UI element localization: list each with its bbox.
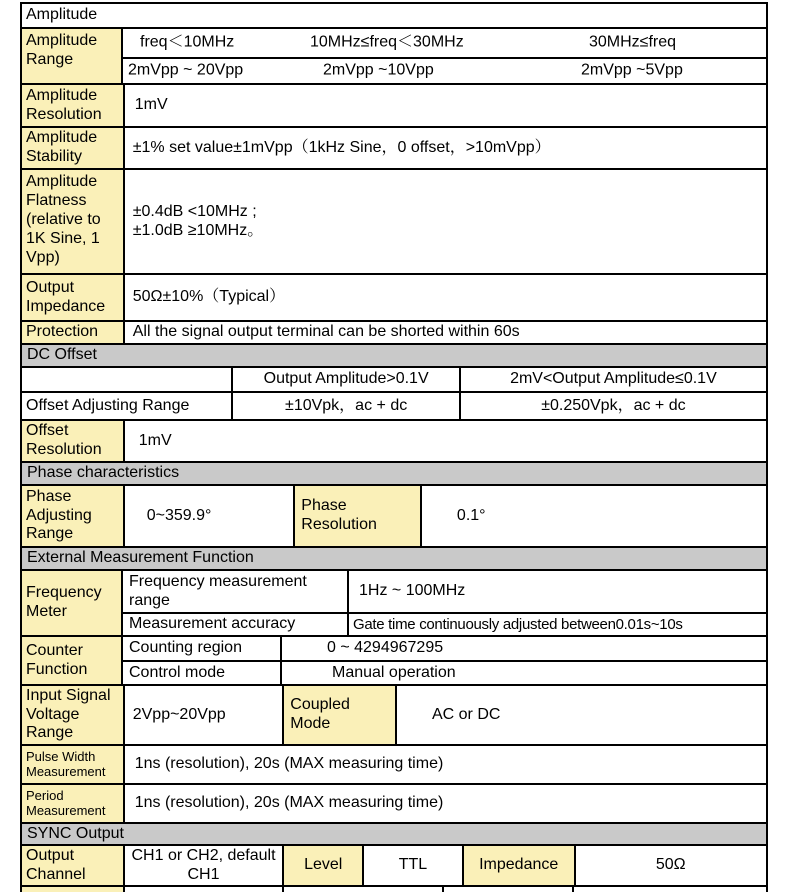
specification-table xyxy=(20,2,768,892)
phase-row xyxy=(22,486,768,548)
level-value: TTL xyxy=(364,846,464,887)
sync-impedance-label: Impedance xyxy=(464,846,576,887)
amplitude-stability-row xyxy=(22,128,768,170)
offset-adjusting-range-value-2: ±0.250Vpk，ac + dc xyxy=(461,393,768,421)
amplitude-flatness-value xyxy=(125,170,768,275)
phase-resolution-label: Phase Resolution xyxy=(295,486,422,548)
phase-resolution-value: 0.1° xyxy=(422,486,768,548)
output-impedance-label: Output Impedance xyxy=(22,275,125,322)
period-row xyxy=(22,785,768,824)
input-signal-row xyxy=(22,686,768,746)
counting-region-value: 0 ~ 4294967295 xyxy=(282,637,768,662)
offset-resolution-value: 1mV xyxy=(125,421,768,463)
section-title-sync: SYNC Output xyxy=(22,824,768,846)
flatness-line-2: ±1.0dB ≥10MHz。 xyxy=(132,221,264,239)
range-value-3: 2mVpp ~5Vpp xyxy=(581,61,683,79)
section-title-dc-offset: DC Offset xyxy=(22,345,768,368)
input-signal-value: 2Vpp~20Vpp xyxy=(125,686,285,746)
period-label: Period Measurement xyxy=(22,785,125,824)
amplitude-flatness-row xyxy=(22,170,768,275)
section-row-external xyxy=(22,548,768,571)
dc-offset-col-header-2: 2mV<Output Amplitude≤0.1V xyxy=(461,368,768,393)
freq-condition-3: 30MHz≤freq xyxy=(589,33,677,51)
amplitude-range-label: Amplitude Range xyxy=(22,29,123,85)
amplitude-stability-value: ±1% set value±1mVpp（1kHz Sine，0 offset，>10mVpp） xyxy=(125,128,768,170)
control-mode-value: Manual operation xyxy=(282,662,768,686)
counting-region-name: Counting region xyxy=(123,637,282,662)
offset-adjusting-range-value-1: ±10Vpk，ac + dc xyxy=(233,393,460,421)
frequency-measurement-range-value: 1Hz ~ 100MHz xyxy=(349,571,768,614)
flatness-line-1: ±0.4dB <10MHz ; xyxy=(132,202,257,220)
section-title-amplitude: Amplitude xyxy=(22,4,768,29)
amplitude-range-row xyxy=(22,29,768,85)
frequency-measurement-range-name: Frequency measurement range xyxy=(123,571,349,614)
output-channel-value: CH1 or CH2, default CH1 xyxy=(125,846,285,887)
measurement-accuracy-name: Measurement accuracy xyxy=(123,614,349,637)
freq-condition-2: 10MHz≤freq＜30MHz xyxy=(310,33,464,51)
counter-function-label: Counter Function xyxy=(22,637,123,686)
output-impedance-value: 50Ω±10%（Typical） xyxy=(125,275,768,322)
section-row-sync xyxy=(22,824,768,846)
dc-offset-col-header-1: Output Amplitude>0.1V xyxy=(233,368,460,393)
range-value-2: 2mVpp ~10Vpp xyxy=(323,61,434,79)
coupled-mode-label: Coupled Mode xyxy=(284,686,397,746)
section-row-dc-offset xyxy=(22,345,768,368)
counter-function-rows xyxy=(22,637,768,686)
freq-condition-1: freq＜10MHz xyxy=(140,33,235,51)
amplitude-resolution-value: 1mV xyxy=(125,85,768,128)
amplitude-resolution-label: Amplitude Resolution xyxy=(22,85,125,128)
pulse-width-value: 1ns (resolution), 20s (MAX measuring time) xyxy=(125,746,768,785)
offset-resolution-label: Offset Resolution xyxy=(22,421,125,463)
input-signal-label: Input Signal Voltage Range xyxy=(22,686,125,746)
frequency-meter-label: Frequency Meter xyxy=(22,571,123,637)
section-title-external: External Measurement Function xyxy=(22,548,768,571)
dc-offset-empty-cell xyxy=(22,368,233,393)
section-title-phase: Phase characteristics xyxy=(22,463,768,486)
pulse-width-row xyxy=(22,746,768,785)
section-row-phase xyxy=(22,463,768,486)
offset-resolution-row xyxy=(22,421,768,463)
coupled-mode-value: AC or DC xyxy=(397,686,768,746)
protection-row xyxy=(22,322,768,345)
dc-offset-header-row xyxy=(22,368,768,393)
amplitude-flatness-label: Amplitude Flatness (relative to 1K Sine, 1 Vpp) xyxy=(22,170,125,275)
range-value-1: 2mVpp ~ 20Vpp xyxy=(128,61,244,79)
level-label: Level xyxy=(284,846,364,887)
frequency-meter-rows xyxy=(22,571,768,637)
pulse-width-label: Pulse Width Measurement xyxy=(22,746,125,785)
amplitude-range-freq-conditions xyxy=(123,29,768,59)
amplitude-stability-label: Amplitude Stability xyxy=(22,128,125,170)
protection-label: Protection xyxy=(22,322,125,345)
protection-value: All the signal output terminal can be shorted within 60s xyxy=(125,322,768,345)
output-channel-label: Output Channel xyxy=(22,846,125,887)
output-impedance-row xyxy=(22,275,768,322)
section-row-amplitude xyxy=(22,4,768,29)
control-mode-name: Control mode xyxy=(123,662,282,686)
offset-adjusting-range-row xyxy=(22,393,768,421)
measurement-accuracy-value: Gate time continuously adjusted between0.01s~10s xyxy=(349,614,768,637)
sync-output-row xyxy=(22,846,768,887)
amplitude-range-values xyxy=(123,59,768,85)
offset-adjusting-range-label: Offset Adjusting Range xyxy=(22,393,233,421)
sync-impedance-value: 50Ω xyxy=(576,846,768,887)
amplitude-resolution-row xyxy=(22,85,768,128)
phase-adjusting-range-label: Phase Adjusting Range xyxy=(22,486,125,548)
phase-adjusting-range-value: 0~359.9° xyxy=(125,486,296,548)
period-value: 1ns (resolution), 20s (MAX measuring time) xyxy=(125,785,768,824)
